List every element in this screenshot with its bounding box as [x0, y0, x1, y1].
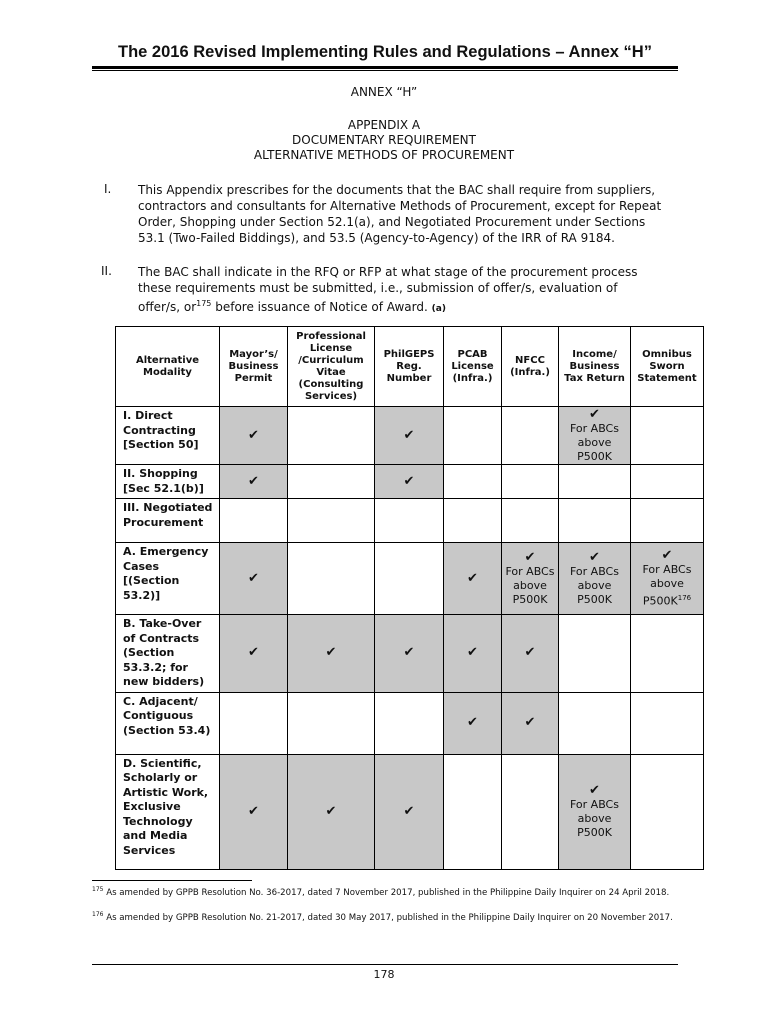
checkmark-icon: ✔	[467, 570, 478, 586]
checkmark-icon: ✔	[248, 570, 259, 586]
paragraph-line: contractors and consultants for Alternative Methods of Procurement, except for Repeat	[138, 199, 662, 213]
requirement-cell	[220, 543, 288, 615]
requirement-cell	[631, 615, 704, 693]
requirement-cell	[444, 543, 502, 615]
modality-cell: III. Negotiated Procurement	[116, 499, 220, 543]
requirement-cell	[502, 465, 559, 499]
requirement-cell	[631, 499, 704, 543]
table-row	[116, 499, 704, 543]
requirement-cell	[220, 615, 288, 693]
checkmark-icon: ✔	[524, 715, 536, 730]
requirement-cell	[375, 543, 444, 615]
checkmark-icon: ✔	[403, 645, 415, 661]
requirement-cell	[375, 754, 444, 869]
checkmark-icon: ✔	[524, 549, 536, 565]
requirement-cell	[375, 615, 444, 693]
requirement-cell	[444, 499, 502, 543]
requirement-cell	[631, 543, 704, 615]
checkmark-icon: ✔	[248, 803, 259, 819]
modality-cell: B. Take-Over of Contracts (Section 53.3.2; for new bidders)	[116, 615, 220, 693]
column-header: PCAB License (Infra.)	[444, 327, 502, 407]
checkmark-icon: ✔	[403, 427, 415, 443]
section-paragraph	[138, 264, 686, 317]
table-row	[116, 754, 704, 869]
table-row	[116, 407, 704, 465]
requirement-cell	[375, 407, 444, 465]
annex-title: ANNEX “H”	[350, 85, 418, 99]
requirement-note: For ABCs above P500K	[570, 797, 619, 839]
paragraph-line: these requirements must be submitted, i.e., submission of offer/s, evaluation of	[138, 281, 618, 295]
requirement-cell	[444, 465, 502, 499]
checkmark-icon: ✔	[661, 547, 673, 563]
modality-cell: D. Scientific, Scholarly or Artistic Work, Exclusive Technology and Media Services	[116, 754, 220, 869]
requirement-cell	[288, 465, 375, 499]
table-row	[116, 615, 704, 693]
checkmark-icon: ✔	[325, 645, 337, 661]
page-number: 178	[373, 968, 395, 981]
table-header-row	[116, 327, 704, 407]
requirement-note: For ABCs above $P500K^{176}$	[642, 562, 692, 608]
requirement-cell	[375, 499, 444, 543]
footer-rule	[92, 964, 678, 965]
column-header: Alternative Modality	[116, 327, 220, 407]
footnote	[92, 884, 674, 899]
table-row	[116, 692, 704, 754]
footnote-rule	[92, 880, 252, 881]
column-header: PhilGEPS Reg. Number	[375, 327, 444, 407]
paragraph-line: 53.1 (Two-Failed Biddings), and 53.5 (Agency-to-Agency) of the IRR of RA 9184.	[138, 231, 615, 245]
checkmark-icon: ✔	[248, 645, 259, 661]
section-paragraph	[138, 182, 686, 246]
requirement-cell	[559, 615, 631, 693]
requirement-cell	[220, 754, 288, 869]
checkmark-icon: ✔	[403, 473, 415, 489]
footnote-number: 175	[92, 886, 104, 893]
footnote-text: As amended by GPPB Resolution No. 21-2017, dated 30 May 2017, published in the Philippine Daily Inquirer on 20 November 2017.	[106, 912, 673, 923]
requirement-cell	[288, 407, 375, 465]
checkmark-icon: ✔	[403, 803, 415, 819]
requirement-note: For ABCs above P500K	[570, 564, 619, 606]
requirement-cell	[375, 465, 444, 499]
checkmark-icon: ✔	[589, 406, 600, 422]
requirement-cell	[502, 543, 559, 615]
footnote-number: 176	[92, 911, 104, 918]
checkmark-icon: ✔	[589, 782, 600, 798]
checkmark-icon: ✔	[248, 427, 259, 443]
paragraph-line: Order, Shopping under Section 52.1(a), and Negotiated Procurement under Sections	[138, 215, 646, 229]
column-header: NFCC (Infra.)	[502, 327, 559, 407]
requirement-cell	[559, 692, 631, 754]
requirement-cell	[288, 692, 375, 754]
section-number: II.	[101, 264, 112, 278]
requirement-cell	[444, 615, 502, 693]
checkmark-icon: ✔	[589, 549, 600, 565]
requirement-cell	[502, 407, 559, 465]
requirement-cell	[631, 754, 704, 869]
requirement-cell	[631, 465, 704, 499]
requirement-cell	[559, 407, 631, 465]
section-number: I.	[104, 182, 112, 196]
running-header: The 2016 Revised Implementing Rules and Regulations – Annex “H”	[118, 43, 652, 61]
requirement-cell	[559, 543, 631, 615]
checkmark-icon: ✔	[524, 645, 536, 661]
modality-cell: II. Shopping [Sec 52.1(b)]	[116, 465, 220, 499]
column-header: Omnibus Sworn Statement	[631, 327, 704, 407]
modality-cell: C. Adjacent/ Contiguous (Section 53.4)	[116, 692, 220, 754]
column-header: Professional License /Curriculum Vitae (Consulting Services)	[288, 327, 375, 407]
column-header: Income/ Business Tax Return	[559, 327, 631, 407]
amendment-marker: (a)	[431, 304, 446, 314]
requirement-cell	[444, 407, 502, 465]
requirement-cell	[502, 615, 559, 693]
requirement-cell	[502, 754, 559, 869]
requirement-note: For ABCs above P500K	[570, 421, 619, 463]
column-header: Mayor’s/ Business Permit	[220, 327, 288, 407]
table-row	[116, 543, 704, 615]
requirement-cell	[559, 465, 631, 499]
requirement-cell	[631, 692, 704, 754]
requirement-cell	[444, 692, 502, 754]
appendix-label: APPENDIX A	[347, 118, 421, 132]
checkmark-icon: ✔	[467, 715, 478, 730]
header-rule	[92, 66, 678, 71]
table-row	[116, 465, 704, 499]
requirement-cell	[220, 499, 288, 543]
table-body	[116, 407, 704, 870]
footnote-ref[interactable]: 176	[677, 593, 692, 602]
requirement-note: For ABCs above P500K	[505, 564, 555, 606]
checkmark-icon: ✔	[248, 473, 259, 489]
footnote	[92, 909, 674, 924]
appendix-subtitle: DOCUMENTARY REQUIREMENT	[292, 133, 476, 147]
requirement-cell	[375, 692, 444, 754]
requirement-cell	[220, 692, 288, 754]
requirement-cell	[502, 692, 559, 754]
requirement-cell	[288, 615, 375, 693]
requirement-cell	[631, 407, 704, 465]
requirement-cell	[288, 543, 375, 615]
paragraph-line: This Appendix prescribes for the documents that the BAC shall require from suppliers,	[138, 183, 656, 197]
requirement-cell	[220, 407, 288, 465]
paragraph-line: The BAC shall indicate in the RFQ or RFP at what stage of the procurement process	[138, 265, 638, 279]
appendix-heading: ALTERNATIVE METHODS OF PROCUREMENT	[253, 148, 515, 162]
requirement-cell	[288, 754, 375, 869]
requirement-cell	[559, 754, 631, 869]
footnote-ref[interactable]: 175	[196, 299, 212, 308]
modality-cell: A. Emergency Cases [(Section 53.2)]	[116, 543, 220, 615]
requirement-cell	[288, 499, 375, 543]
requirement-cell	[444, 754, 502, 869]
checkmark-icon: ✔	[467, 645, 478, 661]
modality-cell: I. Direct Contracting [Section 50]	[116, 407, 220, 465]
paragraph-line: offer/s, $or^{175}$ before issuance of Notice of Award. (a)	[138, 299, 446, 314]
requirements-table	[115, 326, 704, 870]
requirement-cell	[220, 465, 288, 499]
requirement-cell	[559, 499, 631, 543]
checkmark-icon: ✔	[325, 803, 337, 819]
requirement-cell	[502, 499, 559, 543]
footnote-text: As amended by GPPB Resolution No. 36-2017, dated 7 November 2017, published in the Philippine Daily Inquirer on 24 April 2018.	[106, 887, 670, 898]
